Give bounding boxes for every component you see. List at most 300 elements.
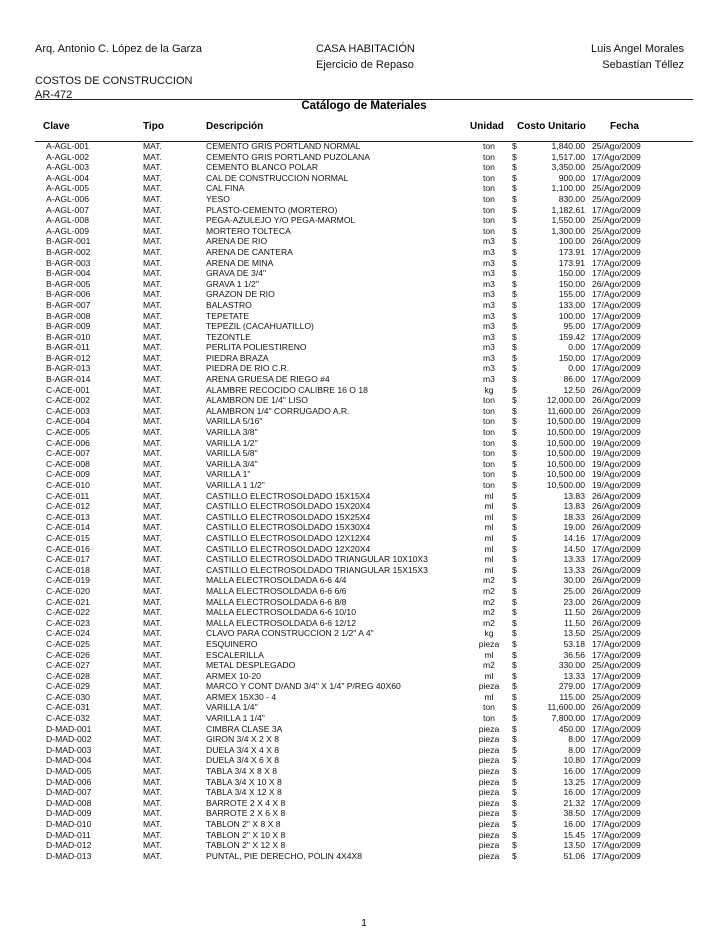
cell-descripcion: CASTILLO ELECTROSOLDADO 12X20X4 [206,543,371,554]
cell-costo: 11.50 [564,607,585,618]
project-title: CASA HABITACIÓN [316,43,415,55]
cell-descripcion: CASTILLO ELECTROSOLDADO 15X25X4 [206,511,371,522]
cell-unidad: m3 [483,363,495,374]
cell-tipo: MAT. [143,554,162,565]
cell-descripcion: ESCALERILLA [206,649,264,660]
cell-currency: $ [512,734,517,745]
table-row [35,734,693,745]
course-code: AR-472 [35,89,73,101]
cell-tipo: MAT. [143,797,162,808]
cell-descripcion: VARILLA 3/8" [206,427,258,438]
cell-unidad: ml [484,564,494,575]
cell-fecha: 26/Ago/2009 [592,405,641,416]
cell-descripcion: MARCO Y CONT D/AND 3/4" X 1/4" P/REG 40X60 [206,681,401,692]
cell-clave: B-AGR-005 [46,278,91,289]
col-fecha: Fecha [610,121,639,132]
cell-clave: C-ACE-017 [46,554,90,565]
cell-fecha: 17/Ago/2009 [592,363,641,374]
cell-currency: $ [512,395,517,406]
cell-unidad: pieza [478,840,500,851]
table-row [35,851,693,862]
cell-unidad: m3 [483,352,495,363]
cell-clave: C-ACE-005 [46,427,90,438]
cell-descripcion: ALAMBRE RECOCIDO CALIBRE 16 O 18 [206,384,368,395]
cell-tipo: MAT. [143,342,162,353]
cell-clave: D-MAD-007 [46,787,92,798]
cell-clave: C-ACE-019 [46,575,90,586]
cell-unidad: pieza [478,755,500,766]
cell-tipo: MAT. [143,522,162,533]
cell-clave: D-MAD-012 [46,840,92,851]
cell-unidad: m3 [483,278,495,289]
cell-tipo: MAT. [143,543,162,554]
cell-clave: D-MAD-002 [46,734,92,745]
cell-tipo: MAT. [143,691,162,702]
cell-descripcion: DUELA 3/4 X 4 X 8 [206,744,280,755]
table-row [35,554,693,565]
cell-clave: C-ACE-004 [46,416,90,427]
cell-costo: 1,840.00 [551,141,585,151]
table-row [35,702,693,713]
cell-tipo: MAT. [143,734,162,745]
cell-tipo: MAT. [143,363,162,374]
cell-costo: 16.00 [563,819,585,829]
cell-currency: $ [512,480,517,490]
cell-clave: C-ACE-015 [46,532,90,543]
cell-fecha: 26/Ago/2009 [592,501,641,512]
cell-fecha: 17/Ago/2009 [592,374,641,385]
cell-costo: 150.00 [558,268,585,279]
cell-tipo: MAT. [143,713,162,724]
table-row [35,819,693,830]
cell-tipo: MAT. [143,681,162,692]
cell-unidad: ton [483,141,495,151]
cell-fecha: 26/Ago/2009 [592,564,641,575]
cell-costo: 1,517.00 [551,151,585,162]
cell-descripcion: MALLA ELECTROSOLDADA 6-6 6/6 [206,585,347,596]
cell-costo: 30.00 [563,575,585,586]
cell-clave: C-ACE-002 [46,395,90,406]
table-row [35,173,693,184]
cell-clave: A-AGL-005 [46,183,89,194]
cell-unidad: pieza [478,808,500,819]
cell-clave: C-ACE-028 [46,670,90,681]
author-student-2: Sebastían Téllez [602,59,684,71]
cell-tipo: MAT. [143,374,162,385]
cell-fecha: 17/Ago/2009 [592,331,641,342]
cell-fecha: 17/Ago/2009 [592,670,641,681]
cell-unidad: ton [483,469,495,480]
cell-currency: $ [512,342,517,353]
table-row [35,745,693,756]
cell-costo: 11,600.00 [547,702,585,713]
table-row [35,141,693,152]
cell-currency: $ [512,660,517,671]
cell-clave: C-ACE-023 [46,617,90,628]
cell-costo: 1,300.00 [551,225,585,236]
cell-fecha: 25/Ago/2009 [592,691,641,702]
col-costo: Costo Unitario [517,121,586,132]
table-row [35,258,693,269]
cell-currency: $ [512,543,517,554]
cell-descripcion: ARENA GRUESA DE RIEGO #4 [206,374,330,385]
cell-descripcion: MORTERO TOLTECA [206,225,291,236]
cell-unidad: pieza [478,638,500,649]
cell-unidad: m3 [483,321,495,332]
cell-currency: $ [512,215,517,226]
cell-tipo: MAT. [143,490,162,501]
cell-clave: C-ACE-024 [46,628,90,639]
table-row [35,777,693,788]
cell-clave: C-ACE-008 [46,458,90,469]
cell-costo: 830.00 [558,193,585,204]
cell-tipo: MAT. [143,840,162,851]
cell-descripcion: PERLITA POLIESTIRENO [206,342,307,353]
catalog-header [35,99,693,142]
cell-currency: $ [512,787,517,798]
cell-tipo: MAT. [143,183,162,194]
cell-clave: C-ACE-021 [46,596,90,607]
cell-unidad: kg [484,628,494,639]
cell-costo: 133.00 [558,299,585,310]
cell-unidad: ton [483,405,495,416]
cell-currency: $ [512,416,517,427]
cell-descripcion: MALLA ELECTROSOLDADA 6-6 12/12 [206,617,356,628]
cell-costo: 900.00 [558,172,585,183]
page-number: 1 [361,918,367,929]
cell-clave: C-ACE-030 [46,691,90,702]
cell-currency: $ [512,289,517,300]
cell-clave: D-MAD-013 [46,850,92,861]
cell-descripcion: VARILLA 1 1/2" [206,480,265,490]
cell-tipo: MAT. [143,670,162,681]
cell-unidad: ml [484,532,494,543]
table-row [35,660,693,671]
table-row [35,363,693,374]
cell-descripcion: VARILLA 5/8" [206,448,258,459]
cell-unidad: pieza [478,734,500,745]
cell-currency: $ [512,607,517,618]
cell-currency: $ [512,723,517,734]
cell-fecha: 26/Ago/2009 [592,585,641,596]
table-row [35,533,693,544]
cell-fecha: 17/Ago/2009 [592,151,641,162]
cell-unidad: pieza [478,776,500,787]
cell-descripcion: TABLA 3/4 X 10 X 8 [206,776,282,787]
cell-fecha: 17/Ago/2009 [592,649,641,660]
cell-fecha: 25/Ago/2009 [592,183,641,194]
cell-clave: B-AGR-012 [46,352,91,363]
cell-unidad: m3 [483,257,495,268]
cell-fecha: 19/Ago/2009 [592,448,641,459]
cell-descripcion: ALAMBRON DE 1/4" LISO [206,395,308,406]
cell-clave: D-MAD-009 [46,808,92,819]
col-descripcion: Descripción [206,121,264,132]
cell-fecha: 26/Ago/2009 [592,236,641,247]
cell-tipo: MAT. [143,162,162,173]
cell-descripcion: VARILLA 1/4" [206,702,258,713]
cell-costo: 13.33 [563,564,585,575]
cell-unidad: ml [484,501,494,512]
cell-clave: D-MAD-001 [46,723,92,734]
cell-currency: $ [512,246,517,257]
cell-currency: $ [512,819,517,829]
cell-clave: B-AGR-006 [46,289,91,300]
cell-clave: A-AGL-006 [46,193,89,204]
cell-clave: C-ACE-001 [46,384,90,395]
cell-fecha: 26/Ago/2009 [592,395,641,406]
cell-fecha: 17/Ago/2009 [592,681,641,692]
table-row [35,385,693,396]
table-row [35,650,693,661]
table-row [35,755,693,766]
cell-costo: 173.91 [558,246,585,257]
cell-costo: 19.00 [563,522,585,533]
cell-clave: A-AGL-007 [46,204,89,215]
cell-unidad: pieza [478,744,500,755]
cell-unidad: ton [483,480,495,490]
cell-costo: 36.56 [563,649,585,660]
cell-tipo: MAT. [143,321,162,332]
cell-tipo: MAT. [143,395,162,406]
cell-unidad: pieza [478,819,500,829]
cell-costo: 8.00 [568,744,585,755]
cell-currency: $ [512,554,517,565]
cell-currency: $ [512,151,517,162]
cell-currency: $ [512,755,517,766]
cell-descripcion: ARENA DE RIO [206,236,268,247]
cell-costo: 13.83 [563,490,585,501]
cell-fecha: 17/Ago/2009 [592,342,641,353]
cell-unidad: m2 [483,617,495,628]
cell-fecha: 19/Ago/2009 [592,458,641,469]
cell-clave: A-AGL-001 [46,141,89,151]
cell-unidad: ml [484,511,494,522]
cell-currency: $ [512,204,517,215]
cell-costo: 21.32 [563,797,585,808]
cell-descripcion: ARENA DE MINA [206,257,274,268]
cell-clave: A-AGL-009 [46,225,89,236]
cell-descripcion: MALLA ELECTROSOLDADA 6-6 8/8 [206,596,347,607]
cell-fecha: 25/Ago/2009 [592,660,641,671]
author-name: Arq. Antonio C. López de la Garza [35,43,202,55]
table-row [35,353,693,364]
cell-clave: C-ACE-003 [46,405,90,416]
cell-descripcion: CAL FINA [206,183,245,194]
cell-costo: 10,500.00 [546,448,585,459]
cell-clave: B-AGR-011 [46,342,90,353]
cell-fecha: 19/Ago/2009 [592,469,641,480]
cell-currency: $ [512,649,517,660]
cell-clave: A-AGL-003 [46,162,89,173]
cell-costo: 1,100.00 [551,183,585,194]
cell-currency: $ [512,405,517,416]
cell-clave: D-MAD-003 [46,744,92,755]
cell-currency: $ [512,744,517,755]
cell-descripcion: CASTILLO ELECTROSOLDADO 15X20X4 [206,501,371,512]
cell-unidad: ml [484,554,494,565]
cell-tipo: MAT. [143,819,162,829]
cell-fecha: 17/Ago/2009 [592,543,641,554]
cell-costo: 13.33 [563,554,585,565]
cell-descripcion: VARILLA 1" [206,469,251,480]
cell-tipo: MAT. [143,289,162,300]
cell-costo: 38.50 [563,808,585,819]
cell-descripcion: CIMBRA CLASE 3A [206,723,283,734]
cell-currency: $ [512,172,517,183]
cell-tipo: MAT. [143,638,162,649]
cell-unidad: pieza [478,850,500,861]
cell-fecha: 26/Ago/2009 [592,702,641,713]
table-row [35,798,693,809]
cell-fecha: 19/Ago/2009 [592,437,641,448]
cell-costo: 450.00 [558,723,585,734]
cell-tipo: MAT. [143,532,162,543]
cell-descripcion: TEPEZIL (CACAHUATILLO) [206,321,314,332]
table-row [35,639,693,650]
cell-tipo: MAT. [143,236,162,247]
cell-costo: 10,500.00 [546,416,585,427]
cell-descripcion: GRAVA 1 1/2" [206,278,259,289]
cell-unidad: ml [484,522,494,533]
cell-unidad: ml [484,543,494,554]
cell-descripcion: METAL DESPLEGADO [206,660,296,671]
cell-clave: D-MAD-010 [46,819,92,829]
cell-clave: B-AGR-010 [46,331,91,342]
cell-tipo: MAT. [143,596,162,607]
cell-fecha: 17/Ago/2009 [592,755,641,766]
cell-costo: 14.50 [563,543,585,554]
cell-tipo: MAT. [143,755,162,766]
cell-tipo: MAT. [143,416,162,427]
table-row [35,618,693,629]
table-row [35,459,693,470]
cell-costo: 155.00 [558,289,585,300]
cell-unidad: m3 [483,331,495,342]
cell-unidad: ton [483,437,495,448]
table-row [35,332,693,343]
cell-descripcion: VARILLA 5/16" [206,416,263,427]
cell-costo: 11,600.00 [547,405,585,416]
cell-fecha: 26/Ago/2009 [592,490,641,501]
cell-costo: 10,500.00 [546,427,585,438]
cell-tipo: MAT. [143,808,162,819]
cell-fecha: 17/Ago/2009 [592,840,641,851]
cell-fecha: 17/Ago/2009 [592,321,641,332]
cell-fecha: 25/Ago/2009 [592,225,641,236]
cell-currency: $ [512,193,517,204]
cell-currency: $ [512,702,517,713]
cell-clave: B-AGR-001 [46,236,91,247]
cell-costo: 100.00 [558,310,585,321]
cell-unidad: m3 [483,268,495,279]
cell-unidad: m2 [483,596,495,607]
table-row [35,491,693,502]
cell-unidad: pieza [478,797,500,808]
cell-descripcion: GIRON 3/4 X 2 X 8 [206,734,280,745]
cell-tipo: MAT. [143,585,162,596]
cell-tipo: MAT. [143,829,162,840]
cell-descripcion: PUNTAL, PIE DERECHO, POLIN 4X4X8 [206,850,363,861]
cell-unidad: pieza [478,766,500,777]
cell-fecha: 17/Ago/2009 [592,172,641,183]
cell-fecha: 17/Ago/2009 [592,268,641,279]
cell-fecha: 19/Ago/2009 [592,427,641,438]
cell-unidad: ml [484,490,494,501]
cell-unidad: m3 [483,342,495,353]
table-row [35,342,693,353]
cell-unidad: ton [483,458,495,469]
cell-currency: $ [512,268,517,279]
cell-currency: $ [512,162,517,173]
cell-fecha: 17/Ago/2009 [592,532,641,543]
cell-costo: 1,550.00 [551,215,585,226]
cell-currency: $ [512,850,517,861]
cell-costo: 3,350.00 [551,162,585,173]
cell-descripcion: PEGA-AZULEJO Y/O PEGA-MARMOL [206,215,356,226]
cell-costo: 8.00 [568,734,585,745]
cell-unidad: m2 [483,585,495,596]
cell-fecha: 25/Ago/2009 [592,193,641,204]
cell-currency: $ [512,522,517,533]
table-row [35,194,693,205]
table-row [35,544,693,555]
cell-currency: $ [512,766,517,777]
table-row [35,766,693,777]
cell-fecha: 26/Ago/2009 [592,617,641,628]
cell-unidad: ton [483,416,495,427]
col-tipo: Tipo [143,121,164,132]
cell-fecha: 17/Ago/2009 [592,734,641,745]
cell-clave: B-AGR-002 [46,246,91,257]
cell-descripcion: VARILLA 1/2" [206,437,258,448]
author-student-1: Luis Angel Morales [591,43,684,55]
cell-fecha: 17/Ago/2009 [592,744,641,755]
table-row [35,575,693,586]
table-row [35,416,693,427]
cell-clave: C-ACE-031 [46,702,90,713]
cell-fecha: 26/Ago/2009 [592,575,641,586]
table-row [35,162,693,173]
table-row [35,236,693,247]
cell-currency: $ [512,458,517,469]
cell-clave: C-ACE-025 [46,638,90,649]
cell-unidad: ml [484,649,494,660]
cell-clave: C-ACE-007 [46,448,90,459]
cell-unidad: pieza [478,829,500,840]
cell-fecha: 17/Ago/2009 [592,289,641,300]
cell-currency: $ [512,321,517,332]
cell-fecha: 17/Ago/2009 [592,787,641,798]
cell-fecha: 26/Ago/2009 [592,522,641,533]
cell-currency: $ [512,596,517,607]
table-row [35,226,693,237]
cell-currency: $ [512,617,517,628]
table-row [35,501,693,512]
table-row [35,152,693,163]
cell-fecha: 17/Ago/2009 [592,723,641,734]
cell-descripcion: ARMEX 15X30 - 4 [206,691,277,702]
cell-tipo: MAT. [143,649,162,660]
cell-unidad: pieza [478,681,500,692]
cell-tipo: MAT. [143,660,162,671]
table-row [35,724,693,735]
cell-tipo: MAT. [143,850,162,861]
table-row [35,279,693,290]
table-row [35,512,693,523]
cell-descripcion: CASTILLO ELECTROSOLDADO TRIANGULAR 10X10X3 [206,554,428,565]
cell-tipo: MAT. [143,193,162,204]
